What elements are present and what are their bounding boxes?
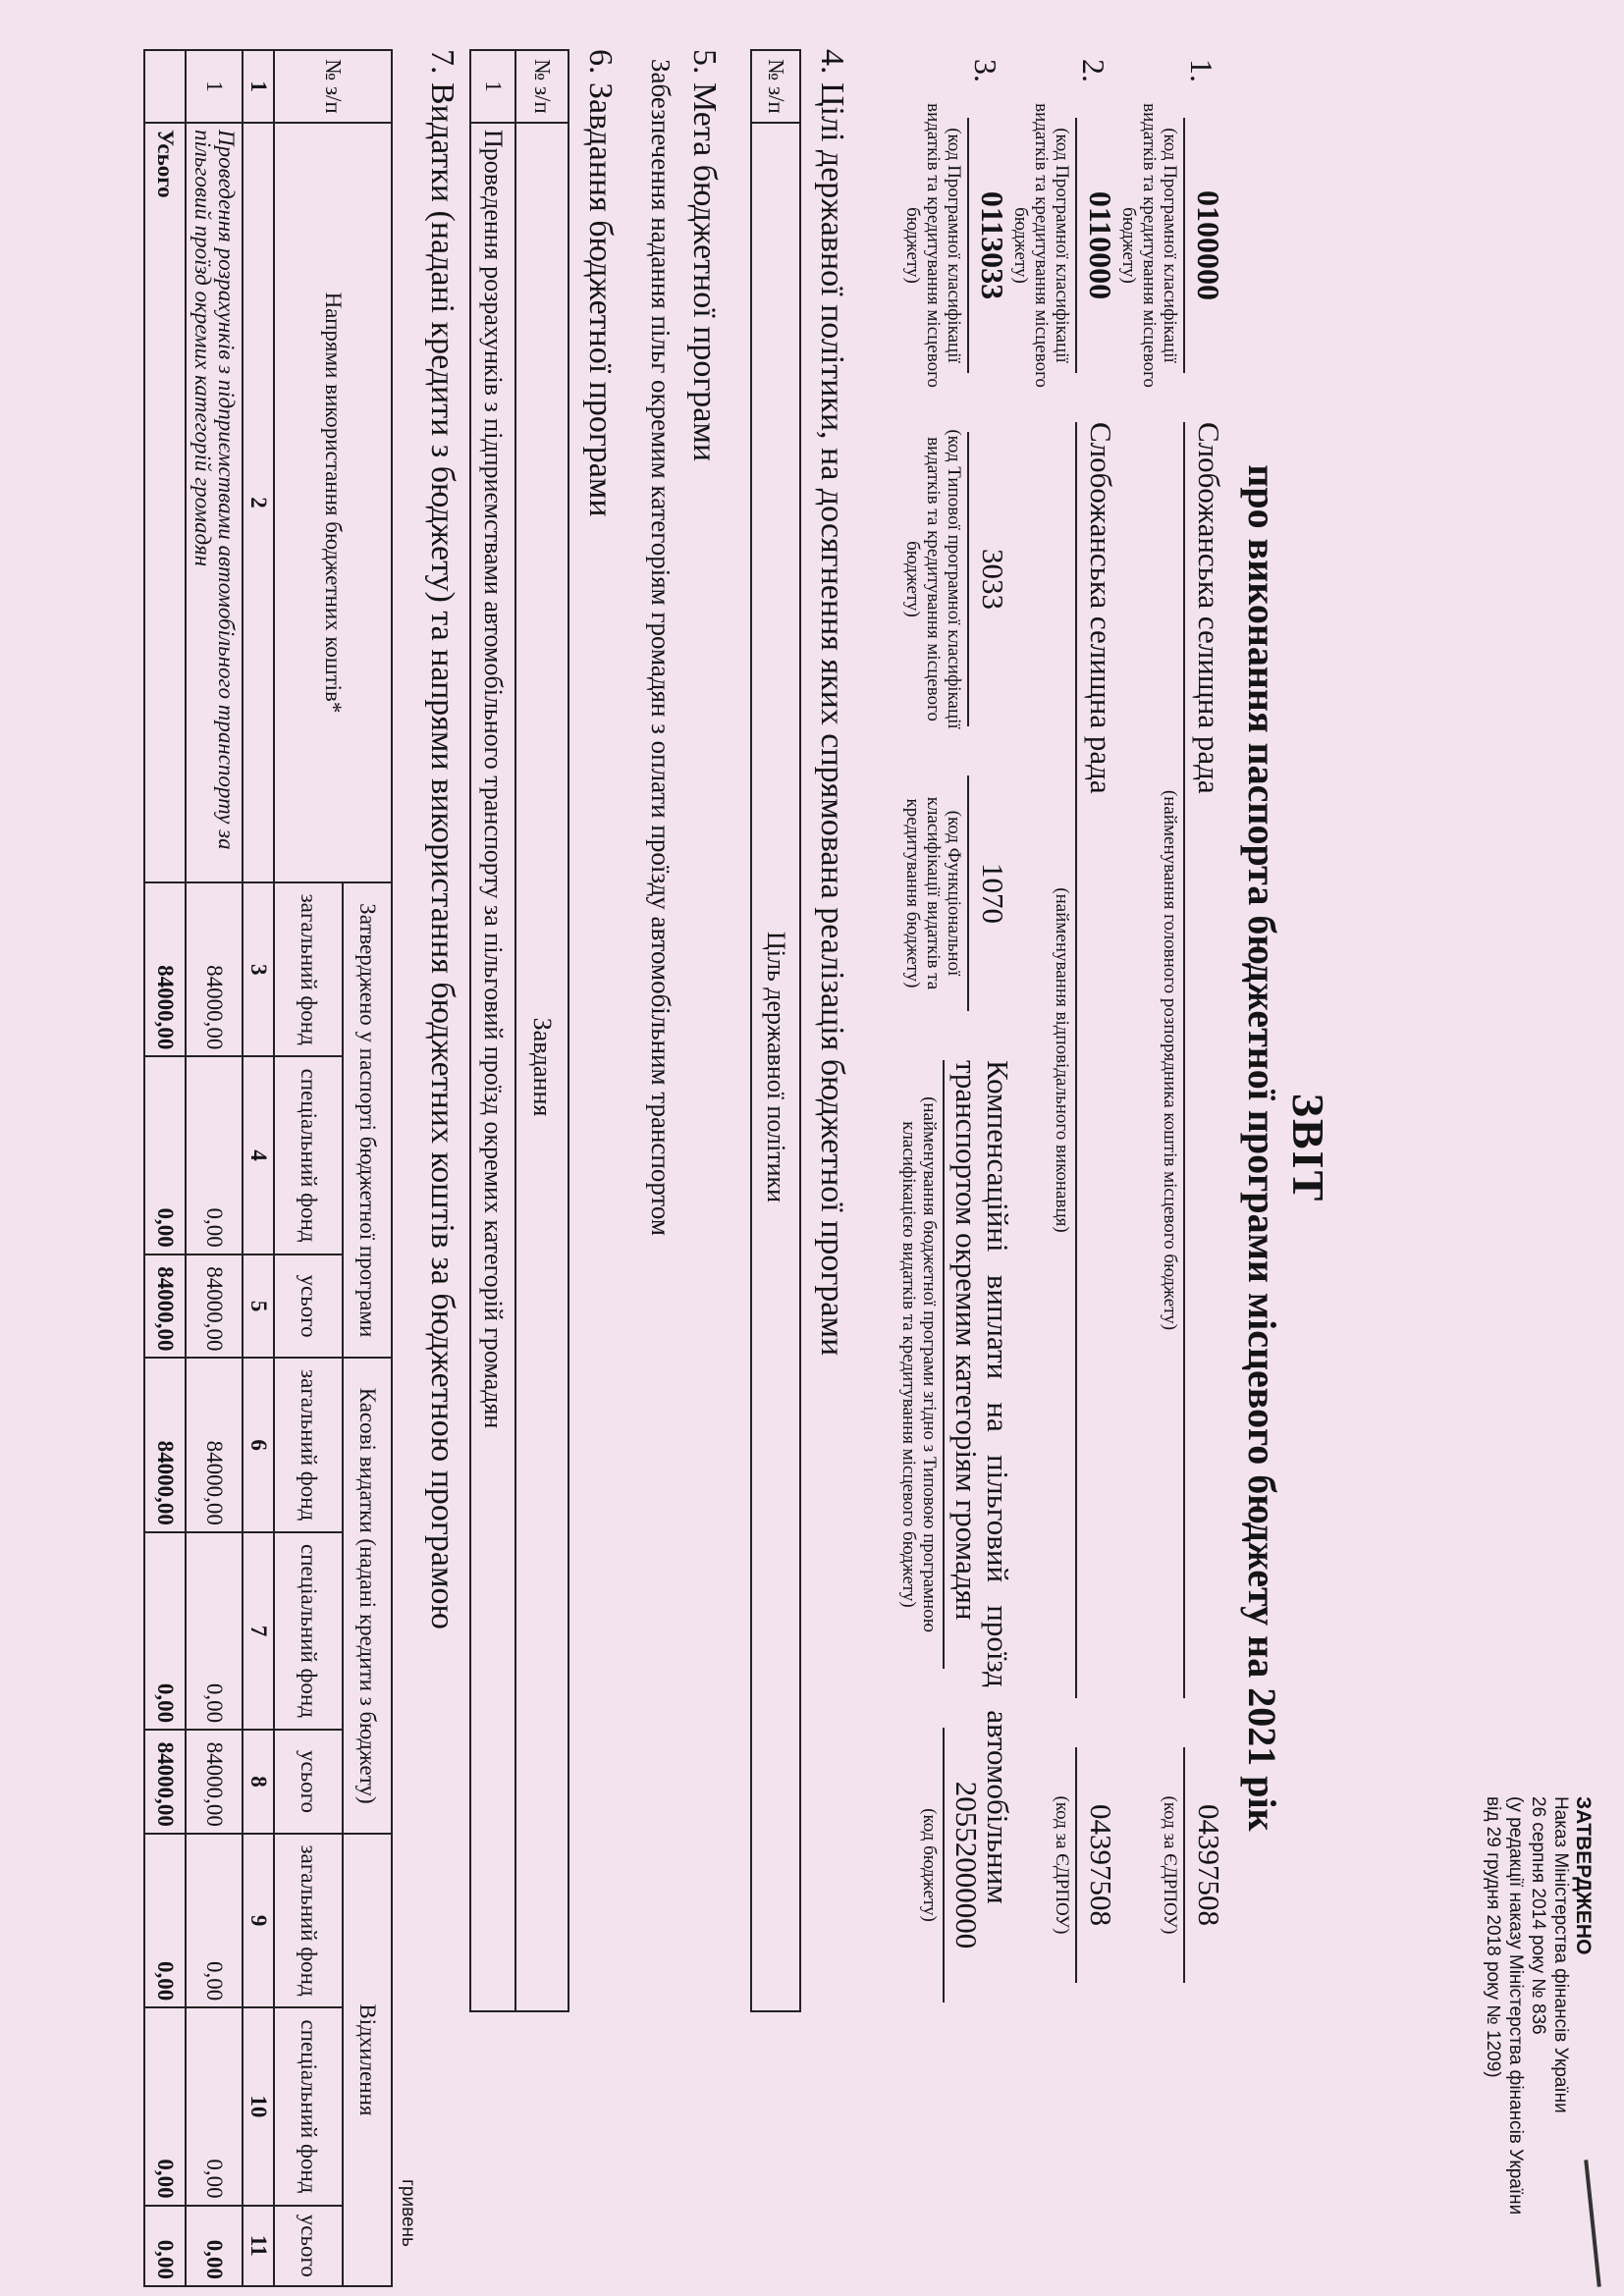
col-index: 11 [243, 2206, 274, 2286]
responsible-executor-name: Слобожанська селищна рада [1075, 422, 1118, 1698]
sub-header-general: загальний фонд [274, 1834, 343, 2007]
col-index: 2 [243, 123, 274, 882]
total-value: 84000,00 [144, 1730, 186, 1834]
program-goal-text: Забезпечення надання пільг окремим категоріям громадян з оплати проїзду автомобільним транспортом [646, 59, 676, 1236]
approval-heading: ЗАТВЕРДЖЕНО [1572, 1796, 1595, 1955]
main-manager-caption: (найменування головного розпорядника коштів місцевого бюджету) [1160, 789, 1180, 1331]
approval-line: 26 серпня 2014 року № 836 [1528, 1796, 1548, 2035]
total-value: 84000,00 [144, 882, 186, 1056]
cell-value: 0,00 [186, 2007, 243, 2205]
col-header-num: № з/п [515, 50, 568, 123]
sub-header-special: спеціальний фонд [274, 1532, 343, 1730]
column-index-row [243, 50, 274, 2286]
col-index: 5 [243, 1255, 274, 1359]
task-text: Проведення розрахунків з підприємствами автомобільного транспорту за пільговий проїзд окремих категорій громадян [470, 123, 515, 2011]
section6-title: 6. Завдання бюджетної програми [582, 49, 619, 517]
budget-code-caption: (код бюджету) [919, 1808, 940, 1922]
col-index: 4 [243, 1056, 274, 1254]
col-header-direction: Напрями використання бюджетних коштів* [274, 123, 392, 882]
program-name-caption: (найменування бюджетної програми згідно з Типовою програмною класифікацією видатків та кредитування місцевого бюджету) [898, 1096, 940, 1632]
col-header-task: Завдання [515, 123, 568, 2011]
typical-program-code: 3033 [967, 432, 1010, 726]
unit-label: гривень [398, 2179, 418, 2247]
cell-value: 0,00 [186, 2206, 243, 2286]
cell-value: 0,00 [186, 1056, 243, 1254]
total-num-cell [144, 50, 186, 123]
cell-value: 0,00 [186, 1834, 243, 2007]
approval-stamp-text [1482, 1796, 1595, 2238]
col-header-num: № з/п [274, 50, 392, 123]
report-title: ЗВІТ [1283, 1093, 1333, 1203]
edrpou-caption: (код за ЄДРПОУ) [1160, 1795, 1180, 1935]
main-manager-name: Слобожанська селищна рада [1183, 422, 1226, 1698]
total-row [144, 50, 186, 2286]
total-value: 0,00 [144, 2206, 186, 2286]
approval-line: (у редакції наказу Міністерства фінансів України [1505, 1796, 1526, 2216]
functional-code-caption: (код Функціональної класифікації видатків та кредитування бюджету) [902, 796, 964, 990]
col-header-num: № з/п [751, 50, 800, 123]
edrpou-caption: (код за ЄДРПОУ) [1052, 1795, 1072, 1935]
sub-header-total: усього [274, 1255, 343, 1359]
total-label: Усього [144, 123, 186, 882]
col-index: 1 [243, 50, 274, 123]
item-number: 1. [1184, 59, 1219, 82]
col-index: 7 [243, 1532, 274, 1730]
row-num: 1 [186, 50, 243, 123]
cell-value: 84000,00 [186, 1730, 243, 1834]
program-name-line2: транспортом окремим категоріям громадян [943, 1060, 984, 1669]
sub-header-total: усього [274, 2206, 343, 2286]
report-subtitle: про виконання паспорта бюджетної програми місцевого бюджету на 2021 рік [1240, 464, 1284, 1832]
tasks-table [469, 49, 569, 2012]
sub-header-general: загальний фонд [274, 882, 343, 1056]
section7-title: 7. Видатки (надані кредити з бюджету) та напрями використання бюджетних коштів за бюджетною програмою [424, 49, 460, 1629]
cell-value: 84000,00 [186, 1358, 243, 1531]
group-header-cash: Касові видатки (надані кредити з бюджету) [343, 1358, 392, 1833]
typical-program-code-caption: (код Типової програмної класифікації видатків та кредитування місцевого бюджету) [902, 429, 964, 729]
program-code: 0110000 [1075, 118, 1118, 373]
group-header-deviation: Відхилення [343, 1834, 392, 2286]
section5-title: 5. Мета бюджетної програми [686, 49, 723, 462]
approval-line: Наказ Міністерства фінансів України [1550, 1796, 1571, 2113]
task-num: 1 [470, 50, 515, 123]
total-value: 0,00 [144, 1056, 186, 1254]
sub-header-general: загальний фонд [274, 1358, 343, 1531]
total-value: 0,00 [144, 1532, 186, 1730]
program-code-caption: (код Програмної класифікації видатків та кредитування місцевого бюджету) [1118, 103, 1180, 388]
responsible-executor-caption: (найменування відповідального виконавця) [1052, 887, 1072, 1233]
table-row [470, 50, 515, 2011]
col-index: 6 [243, 1358, 274, 1531]
program-code: 0113033 [967, 118, 1010, 373]
cell-value: 84000,00 [186, 882, 243, 1056]
total-value: 0,00 [144, 2007, 186, 2205]
col-index: 9 [243, 1834, 274, 2007]
program-code-caption: (код Програмної класифікації видатків та кредитування місцевого бюджету) [1010, 103, 1072, 388]
budget-code: 20552000000 [943, 1728, 984, 2002]
item-number: 3. [968, 59, 1003, 82]
col-header-goal: Ціль державної політики [751, 123, 800, 2011]
sub-header-special: спеціальний фонд [274, 1056, 343, 1254]
approval-line: від 29 грудня 2018 року № 1209) [1483, 1796, 1503, 2078]
total-value: 84000,00 [144, 1358, 186, 1531]
item-number: 2. [1076, 59, 1111, 82]
cell-value: 84000,00 [186, 1255, 243, 1359]
expenditures-table [143, 49, 393, 2287]
edrpou-code: 04397508 [1075, 1747, 1118, 1983]
policy-goals-table [750, 49, 801, 2012]
functional-code: 1070 [967, 775, 1010, 1011]
program-code: 0100000 [1183, 118, 1226, 373]
sub-header-special: спеціальний фонд [274, 2007, 343, 2205]
total-value: 0,00 [144, 1834, 186, 2007]
row-direction: Проведення розрахунків з підприємствами автомобільного транспорту за пільговий проїзд окремих категорій громадян [186, 123, 243, 882]
total-value: 84000,00 [144, 1255, 186, 1359]
col-index: 10 [243, 2007, 274, 2205]
group-header-approved: Затверджено у паспорті бюджетної програми [343, 882, 392, 1358]
col-index: 3 [243, 882, 274, 1056]
col-index: 8 [243, 1730, 274, 1834]
program-code-caption: (код Програмної класифікації видатків та кредитування місцевого бюджету) [902, 103, 964, 388]
section4-title: 4. Цілі державної політики, на досягнення яких спрямована реалізація бюджетної програми [814, 49, 850, 1357]
table-row [186, 50, 243, 2286]
program-name-line1: Компенсаційні виплати на пільговий проїзд автомобільним [981, 1060, 1015, 1904]
edrpou-code: 04397508 [1183, 1747, 1226, 1983]
cell-value: 0,00 [186, 1532, 243, 1730]
sub-header-total: усього [274, 1730, 343, 1834]
